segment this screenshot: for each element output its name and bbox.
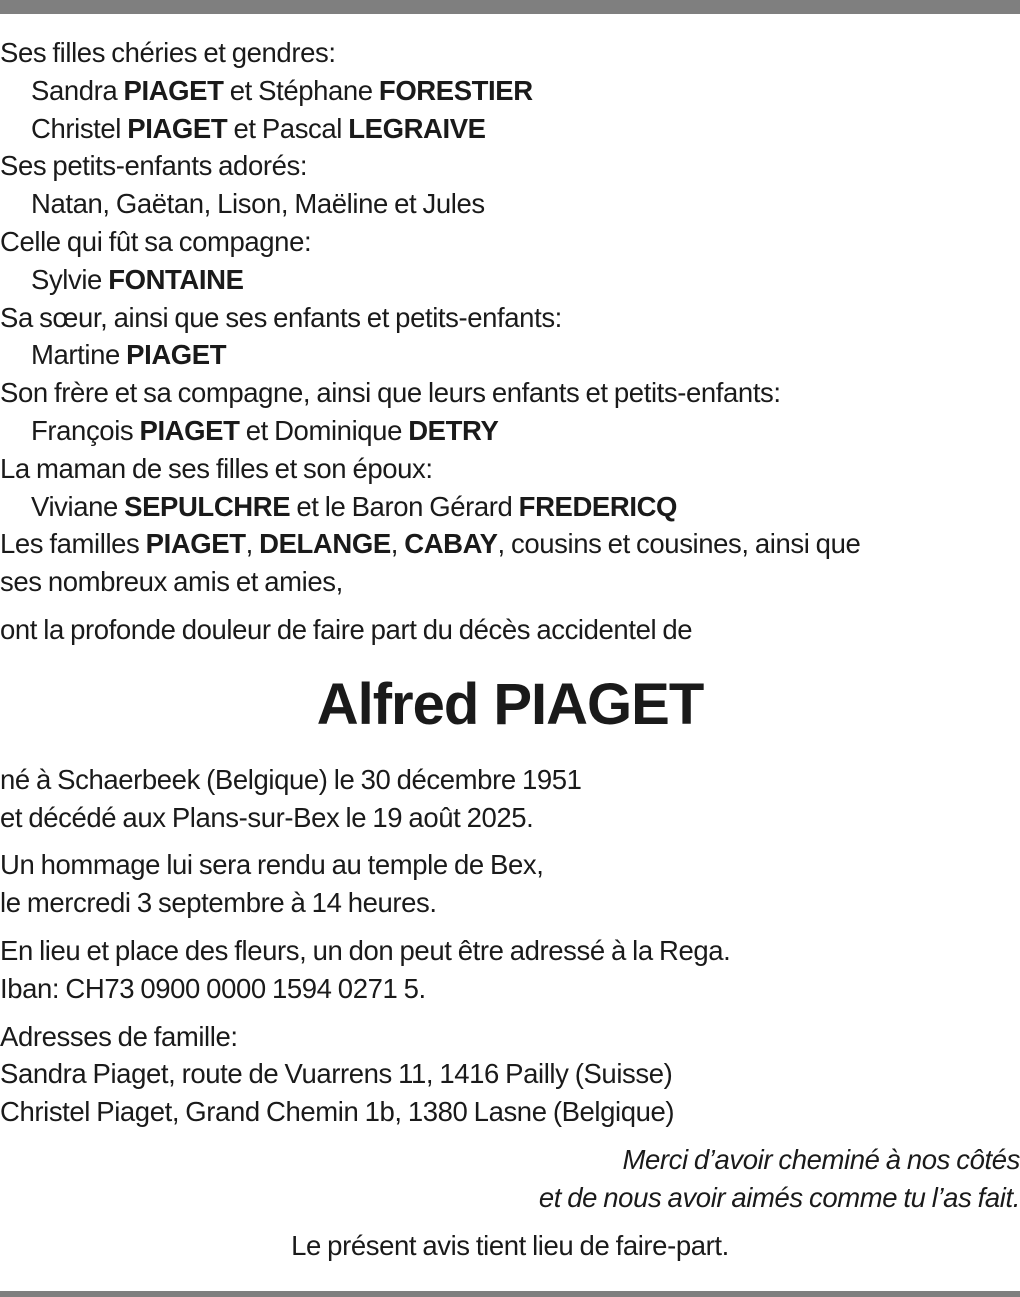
line-text: , cousins et cousines, ainsi que [497,528,861,560]
announcement-text: ont la profonde douleur de faire part du décès accidentel de [0,613,693,645]
line-text: , [390,528,405,560]
surname: FREDERICQ [518,490,678,522]
family-relation-heading [0,223,1020,261]
line-text: Sandra [31,74,124,106]
deceased-name: Alfred PIAGET [316,671,704,737]
family-relation-heading [0,563,1020,601]
family-member-line [0,336,1020,374]
donation-line: En lieu et place des fleurs, un don peut être adressé à la Rega. [0,934,731,966]
family-member-line [0,412,1020,450]
surname: CABAY [404,528,498,560]
line-text: La maman de ses filles et son époux: [0,452,433,484]
surname: LEGRAIVE [348,112,486,144]
line-text: Christel [31,112,128,144]
family-member-line [0,110,1020,148]
family-member-line [0,72,1020,110]
line-text: Ses filles chéries et gendres: [0,37,336,68]
birth-line: né à Schaerbeek (Belgique) le 30 décembre 1951 [0,763,582,795]
surname: PIAGET [123,74,224,106]
surname: SEPULCHRE [124,490,291,522]
closing-message: et de nous avoir aimés comme tu l’as fait. [538,1181,1020,1213]
line-text: et Pascal [227,112,349,144]
address-heading: Adresses de famille: [0,1020,238,1052]
family-relation-heading [0,525,1020,563]
line-text: Natan, Gaëtan, Lison, Maëline et Jules [31,188,485,220]
family-address: Christel Piaget, Grand Chemin 1b, 1380 Lasne (Belgique) [0,1096,675,1128]
line-text: Sa sœur, ainsi que ses enfants et petits-enfants: [0,301,562,333]
family-relation-heading [0,299,1020,337]
top-rule [0,0,1020,14]
surname: DELANGE [259,528,391,560]
obituary-notice [0,34,1020,1264]
line-text: Son frère et sa compagne, ainsi que leurs enfants et petits-enfants: [0,377,781,409]
family-list [0,34,1020,601]
surname: FONTAINE [108,263,244,295]
ceremony-line: Un hommage lui sera rendu au temple de Bex, [0,849,544,881]
surname: PIAGET [126,339,227,371]
family-relation-heading [0,147,1020,185]
family-relation-heading [0,34,1020,72]
ceremony-line: le mercredi 3 septembre à 14 heures. [0,887,437,919]
line-text: et Dominique [239,414,409,446]
line-text: Ses petits-enfants adorés: [0,150,308,182]
closing-message: Merci d’avoir cheminé à nos côtés [622,1143,1020,1175]
surname: PIAGET [127,112,228,144]
bottom-rule [0,1291,1020,1297]
footer-note: Le présent avis tient lieu de faire-part. [291,1229,729,1261]
iban-line: Iban: CH73 0900 0000 1594 0271 5. [0,972,426,1004]
surname: DETRY [408,414,499,446]
line-text: et le Baron Gérard [290,490,519,522]
line-text: Martine [31,339,127,371]
surname: FORESTIER [378,74,533,106]
surname: PIAGET [145,528,246,560]
line-text: François [31,414,140,446]
death-line: et décédé aux Plans-sur-Bex le 19 août 2025. [0,801,534,833]
family-member-line [0,488,1020,526]
deceased-name-block [0,649,1020,761]
line-text: ses nombreux amis et amies, [0,566,343,598]
line-text: Les familles [0,528,146,560]
surname: PIAGET [139,414,240,446]
line-text: Sylvie [31,263,109,295]
family-member-line [0,261,1020,299]
family-relation-heading [0,450,1020,488]
line-text: Viviane [31,490,125,522]
line-text: Celle qui fût sa compagne: [0,225,312,257]
line-text: et Stéphane [223,74,379,106]
family-relation-heading [0,374,1020,412]
family-address: Sandra Piaget, route de Vuarrens 11, 1416 Pailly (Suisse) [0,1058,673,1090]
line-text: , [245,528,260,560]
family-member-line [0,185,1020,223]
